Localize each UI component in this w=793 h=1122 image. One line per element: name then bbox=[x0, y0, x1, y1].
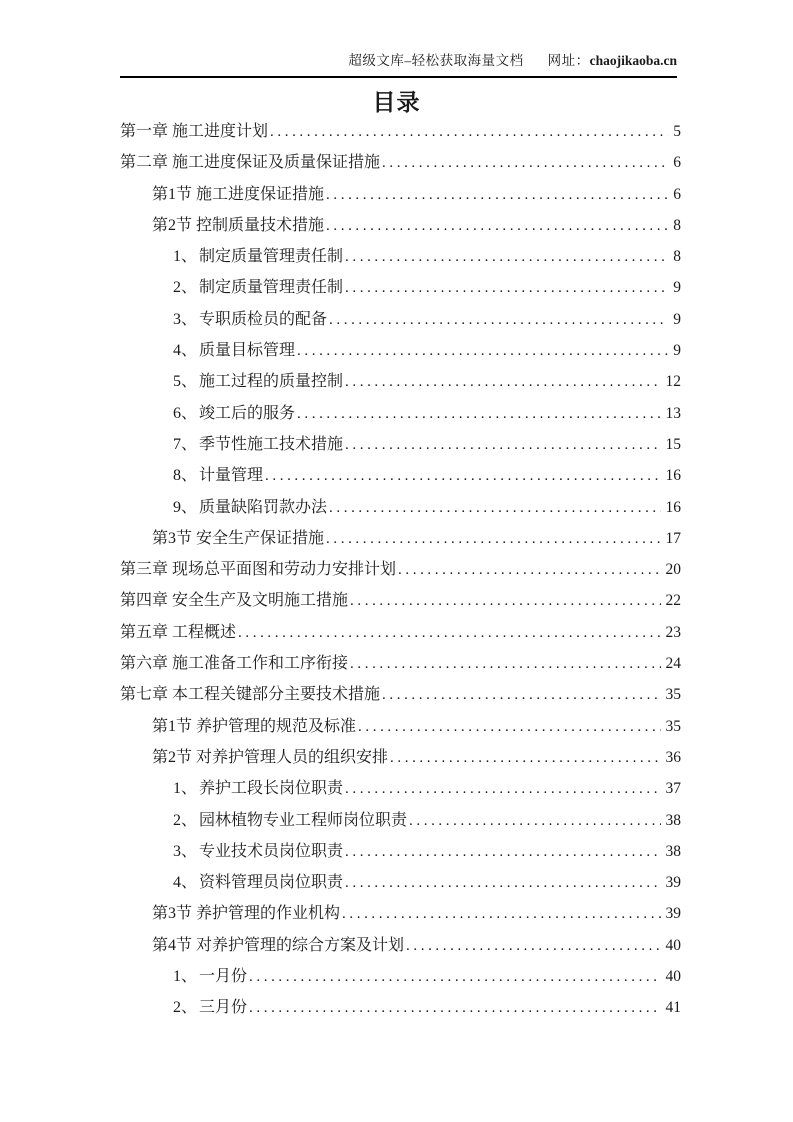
toc-page-number: 41 bbox=[665, 999, 681, 1017]
toc-entry bbox=[120, 961, 681, 992]
toc-page-number: 35 bbox=[665, 686, 681, 704]
toc-entry-number: 4、 bbox=[173, 342, 198, 360]
toc-entry bbox=[120, 460, 681, 491]
toc-page-number: 6 bbox=[673, 185, 681, 203]
toc-entry bbox=[120, 585, 681, 616]
toc-entry-label: 第1节 养护管理的规范及标准 bbox=[152, 717, 357, 735]
toc-entry bbox=[120, 523, 681, 554]
page-header bbox=[120, 49, 677, 78]
toc-entry-label: 制定质量管理责任制 bbox=[199, 279, 344, 297]
toc-entry-label: 专职质检员的配备 bbox=[199, 310, 328, 328]
toc-page-number: 40 bbox=[665, 936, 681, 954]
toc-entry-label: 季节性施工技术措施 bbox=[199, 435, 344, 453]
toc-entry-number: 4、 bbox=[173, 874, 198, 892]
toc-dot-leader bbox=[398, 555, 660, 586]
toc-dot-leader bbox=[297, 336, 668, 367]
toc-page-number: 16 bbox=[665, 498, 681, 516]
toc-dot-leader bbox=[342, 899, 660, 930]
toc-dot-leader bbox=[382, 148, 668, 179]
toc-page-number: 5 bbox=[673, 123, 681, 140]
toc-entry-label: 第五章 工程概述 bbox=[120, 623, 237, 641]
toc-list bbox=[120, 116, 681, 1024]
toc-entry bbox=[120, 617, 681, 648]
toc-page-number: 8 bbox=[673, 248, 681, 266]
toc-entry bbox=[120, 773, 681, 804]
toc-entry-number: 1、 bbox=[173, 780, 198, 798]
toc-entry-number: 2、 bbox=[173, 279, 198, 297]
toc-page-number: 16 bbox=[665, 467, 681, 485]
toc-dot-leader bbox=[326, 211, 668, 242]
toc-page-number: 8 bbox=[673, 216, 681, 234]
toc-page-number: 39 bbox=[665, 905, 681, 923]
toc-dot-leader bbox=[329, 305, 668, 336]
toc-entry bbox=[120, 335, 681, 366]
toc-dot-leader bbox=[329, 493, 660, 524]
toc-entry-label: 第一章 施工进度计划 bbox=[120, 123, 269, 140]
toc-entry-number: 3、 bbox=[173, 842, 198, 860]
toc-entry bbox=[120, 805, 681, 836]
toc-entry-label: 施工过程的质量控制 bbox=[199, 373, 344, 391]
toc-entry-label: 第七章 本工程关键部分主要技术措施 bbox=[120, 686, 381, 704]
toc-dot-leader bbox=[249, 962, 660, 993]
toc-dot-leader bbox=[345, 837, 660, 868]
toc-dot-leader bbox=[350, 649, 660, 680]
toc-dot-leader bbox=[270, 117, 668, 148]
toc-entry-label: 第4节 对养护管理的综合方案及计划 bbox=[152, 936, 405, 954]
toc-entry-label: 第2节 控制质量技术措施 bbox=[152, 216, 325, 234]
toc-entry bbox=[120, 867, 681, 898]
toc-entry-label: 第四章 安全生产及文明施工措施 bbox=[120, 592, 349, 610]
toc-entry-number: 1、 bbox=[173, 968, 198, 986]
toc-entry-label: 园林植物专业工程师岗位职责 bbox=[199, 811, 408, 829]
toc-dot-leader bbox=[345, 367, 660, 398]
toc-entry bbox=[120, 648, 681, 679]
toc-entry bbox=[120, 554, 681, 585]
toc-dot-leader bbox=[350, 586, 660, 617]
toc-page-number: 24 bbox=[665, 655, 681, 673]
toc-dot-leader bbox=[326, 524, 660, 555]
toc-entry bbox=[120, 679, 681, 710]
toc-entry-number: 3、 bbox=[173, 310, 198, 328]
toc-entry-label: 第2节 对养护管理人员的组织安排 bbox=[152, 748, 389, 766]
toc-dot-leader bbox=[382, 680, 660, 711]
toc-page-number: 20 bbox=[665, 561, 681, 579]
toc-entry-label: 质量目标管理 bbox=[199, 342, 296, 360]
toc-entry bbox=[120, 272, 681, 303]
toc-entry bbox=[120, 836, 681, 867]
toc-page-number: 9 bbox=[673, 279, 681, 297]
toc-entry bbox=[120, 711, 681, 742]
toc-entry-label: 三月份 bbox=[199, 999, 248, 1017]
toc-entry-label: 专业技术员岗位职责 bbox=[199, 842, 344, 860]
toc-page-number: 9 bbox=[673, 342, 681, 360]
toc-entry bbox=[120, 398, 681, 429]
toc-entry bbox=[120, 241, 681, 272]
header-url: chaojikaoba.cn bbox=[589, 53, 677, 68]
toc-entry-label: 第六章 施工准备工作和工序衔接 bbox=[120, 655, 349, 673]
toc-entry-label: 第二章 施工进度保证及质量保证措施 bbox=[120, 154, 381, 172]
toc-dot-leader bbox=[238, 618, 660, 649]
toc-entry-number: 5、 bbox=[173, 373, 198, 391]
header-site-name: 超级文库–轻松获取海量文档 bbox=[348, 53, 524, 68]
toc-page-number: 17 bbox=[665, 529, 681, 547]
toc-entry bbox=[120, 992, 681, 1023]
toc-entry bbox=[120, 366, 681, 397]
toc-dot-leader bbox=[345, 868, 660, 899]
toc-page-number: 37 bbox=[665, 780, 681, 798]
toc-page-number: 40 bbox=[665, 968, 681, 986]
toc-entry-label: 第1节 施工进度保证措施 bbox=[152, 185, 325, 203]
toc-entry-number: 2、 bbox=[173, 999, 198, 1017]
toc-entry-label: 计量管理 bbox=[199, 467, 264, 485]
toc-entry bbox=[120, 116, 681, 147]
toc-entry-number: 9、 bbox=[173, 498, 198, 516]
toc-dot-leader bbox=[345, 774, 660, 805]
toc-entry-label: 第三章 现场总平面图和劳动力安排计划 bbox=[120, 561, 397, 579]
toc-entry bbox=[120, 429, 681, 460]
toc-entry-label: 竣工后的服务 bbox=[199, 404, 296, 422]
toc-entry bbox=[120, 179, 681, 210]
toc-entry-number: 1、 bbox=[173, 248, 198, 266]
toc-page-number: 13 bbox=[665, 404, 681, 422]
toc-entry-label: 质量缺陷罚款办法 bbox=[199, 498, 328, 516]
toc-page-number: 36 bbox=[665, 748, 681, 766]
toc-entry-label: 养护工段长岗位职责 bbox=[199, 780, 344, 798]
toc-entry-label: 一月份 bbox=[199, 968, 248, 986]
page-title: 目录 bbox=[372, 90, 421, 115]
toc-page-number: 39 bbox=[665, 874, 681, 892]
toc-dot-leader bbox=[345, 242, 668, 273]
toc-dot-leader bbox=[326, 180, 668, 211]
toc-entry-label: 第3节 养护管理的作业机构 bbox=[152, 905, 341, 923]
toc-entry-label: 第3节 安全生产保证措施 bbox=[152, 529, 325, 547]
toc-page-number: 35 bbox=[665, 717, 681, 735]
toc-entry-number: 7、 bbox=[173, 435, 198, 453]
toc-entry bbox=[120, 742, 681, 773]
toc-entry bbox=[120, 147, 681, 178]
toc-entry bbox=[120, 304, 681, 335]
toc-entry bbox=[120, 898, 681, 929]
toc-entry-number: 6、 bbox=[173, 404, 198, 422]
toc-dot-leader bbox=[358, 712, 660, 743]
toc-page-number: 23 bbox=[665, 623, 681, 641]
toc-dot-leader bbox=[249, 993, 660, 1024]
toc-entry-number: 8、 bbox=[173, 467, 198, 485]
toc-page-number: 12 bbox=[665, 373, 681, 391]
header-url-label: 网址： bbox=[547, 53, 590, 68]
toc-dot-leader bbox=[409, 806, 660, 837]
toc-entry bbox=[120, 930, 681, 961]
toc-page-number: 38 bbox=[665, 811, 681, 829]
toc-page-number: 9 bbox=[673, 310, 681, 328]
toc-page-number: 15 bbox=[665, 435, 681, 453]
toc-dot-leader bbox=[406, 931, 660, 962]
toc-page-number: 38 bbox=[665, 842, 681, 860]
toc-entry-label: 资料管理员岗位职责 bbox=[199, 874, 344, 892]
toc-dot-leader bbox=[265, 461, 660, 492]
toc-entry bbox=[120, 492, 681, 523]
toc-dot-leader bbox=[345, 430, 660, 461]
toc-entry-number: 2、 bbox=[173, 811, 198, 829]
toc-dot-leader bbox=[390, 743, 660, 774]
toc-dot-leader bbox=[297, 399, 660, 430]
toc-dot-leader bbox=[345, 273, 668, 304]
toc-page-number: 6 bbox=[673, 154, 681, 172]
toc-entry-label: 制定质量管理责任制 bbox=[199, 248, 344, 266]
toc-page-number: 22 bbox=[665, 592, 681, 610]
toc-entry bbox=[120, 210, 681, 241]
